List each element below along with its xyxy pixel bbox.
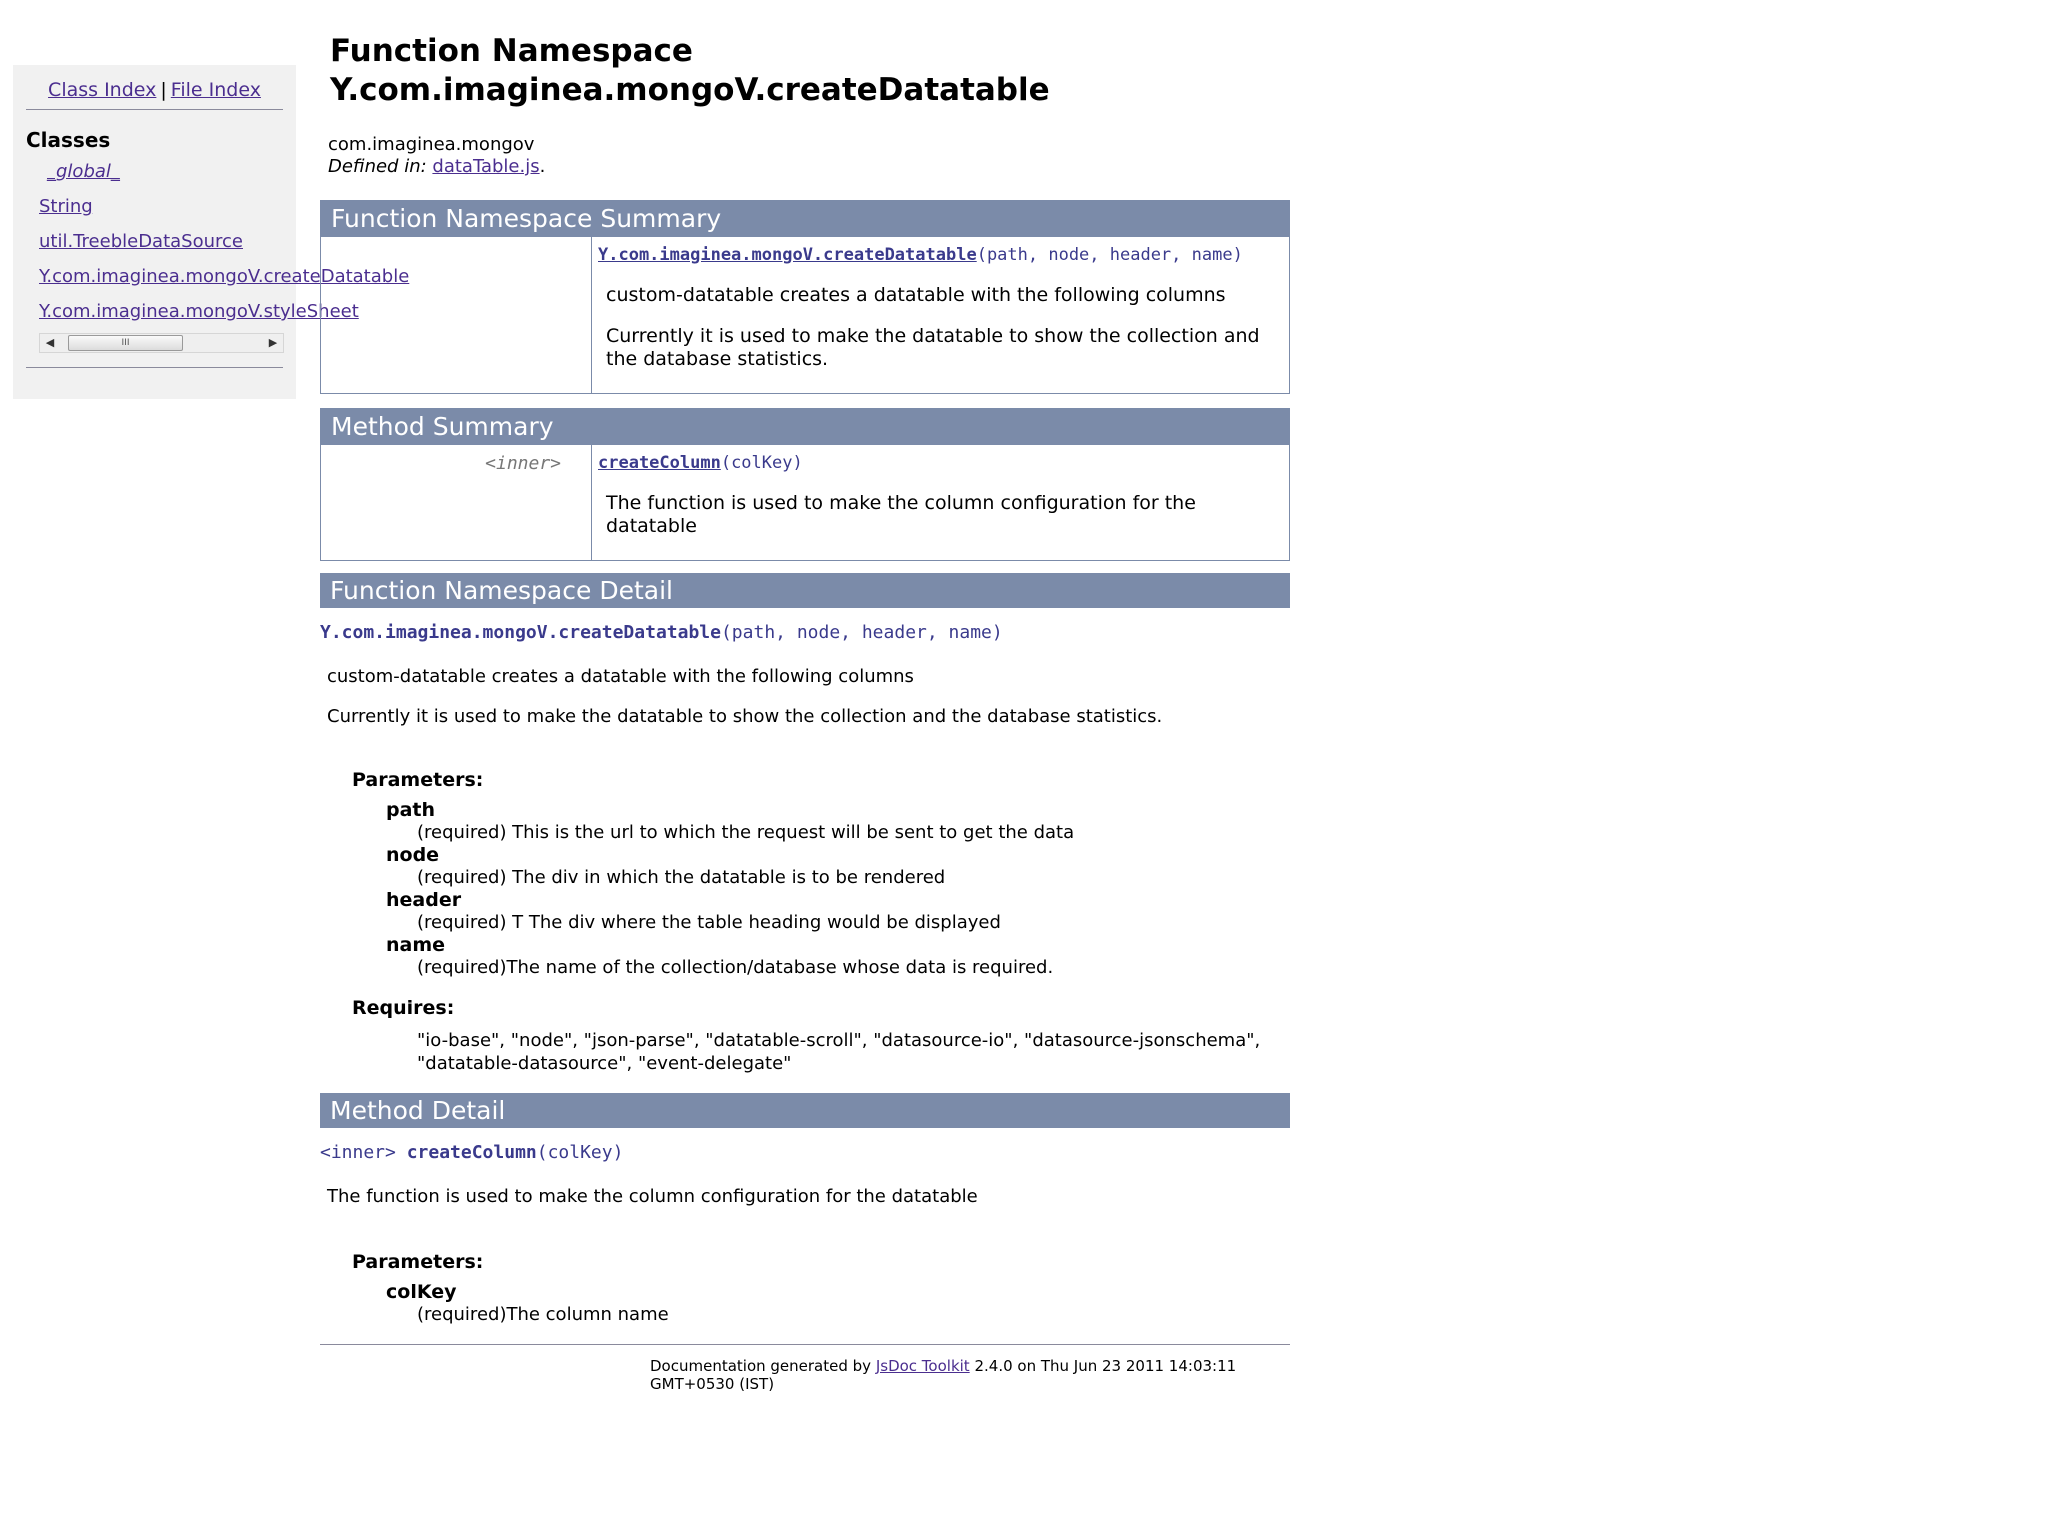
parameters-heading: Parameters: bbox=[352, 1251, 484, 1273]
defined-in-file-link[interactable]: dataTable.js bbox=[432, 156, 540, 177]
namespace-detail-signature bbox=[320, 622, 1290, 643]
function-namespace-summary-caption: Function Namespace Summary bbox=[320, 200, 1290, 236]
function-namespace-detail-title: Function Namespace Detail bbox=[320, 573, 1290, 608]
footer bbox=[320, 1357, 1310, 1393]
classes-heading: Classes bbox=[26, 128, 111, 152]
scroll-right-arrow-icon[interactable]: ▶ bbox=[268, 336, 278, 349]
class-link-createdatatable[interactable]: Y.com.imaginea.mongoV.createDatatable bbox=[39, 266, 410, 287]
sidebar-divider bbox=[26, 367, 283, 368]
method-summary-table bbox=[320, 408, 1290, 561]
method-detail-signature bbox=[320, 1142, 1290, 1163]
defined-in bbox=[328, 156, 1290, 178]
param-desc: (required) T The div where the table heading would be displayed bbox=[417, 912, 1001, 933]
method-summary-caption: Method Summary bbox=[320, 408, 1290, 444]
namespace-detail-desc-line: Currently it is used to make the datatable to show the collection and the database statistics. bbox=[327, 706, 1163, 727]
class-list-item bbox=[39, 300, 359, 323]
namespace-detail-description bbox=[327, 665, 1290, 729]
horizontal-scrollbar[interactable] bbox=[39, 333, 284, 353]
namespace-name: com.imaginea.mongov bbox=[328, 134, 535, 155]
footer-prefix: Documentation generated by bbox=[650, 1357, 872, 1375]
index-links bbox=[26, 79, 283, 110]
class-link-stylesheet[interactable]: Y.com.imaginea.mongoV.styleSheet bbox=[39, 301, 359, 322]
table-row bbox=[321, 445, 1290, 561]
page-title-name: Y.com.imaginea.mongoV.createDatatable bbox=[330, 72, 1050, 108]
namespace-signature bbox=[598, 244, 1281, 266]
namespace-parameters-block bbox=[352, 769, 1290, 1075]
class-list-item bbox=[39, 195, 284, 218]
param-name: path bbox=[386, 799, 436, 821]
namespace-detail-desc-line: custom-datatable creates a datatable with the following columns bbox=[327, 666, 914, 687]
param-name: colKey bbox=[386, 1281, 457, 1303]
method-name-link[interactable]: createColumn bbox=[598, 453, 721, 473]
namespace-summary-desc: Currently it is used to make the datatable to show the collection and the database statistics. bbox=[606, 325, 1260, 370]
function-namespace-summary-table bbox=[320, 200, 1290, 394]
class-link-global[interactable]: _global_ bbox=[47, 161, 120, 182]
method-signature-params: (colKey) bbox=[720, 453, 803, 473]
scrollbar-thumb[interactable]: III bbox=[68, 335, 183, 351]
main-content bbox=[320, 32, 1290, 1393]
page-title-kind: Function Namespace bbox=[330, 33, 693, 69]
class-link-treebledatasource[interactable]: util.TreebleDataSource bbox=[39, 231, 243, 252]
file-index-link[interactable]: File Index bbox=[170, 79, 261, 101]
requires-heading: Requires: bbox=[352, 997, 455, 1019]
defined-in-period: . bbox=[539, 156, 546, 177]
parameters-heading: Parameters: bbox=[352, 769, 484, 791]
param-desc: (required)The column name bbox=[417, 1304, 669, 1325]
class-index-link[interactable]: Class Index bbox=[48, 79, 157, 101]
index-separator: | bbox=[160, 79, 167, 101]
param-name: node bbox=[386, 844, 440, 866]
method-detail-description bbox=[327, 1185, 1290, 1209]
scroll-left-arrow-icon[interactable]: ◀ bbox=[45, 336, 55, 349]
namespace-detail-params: (path, node, header, name) bbox=[720, 622, 1003, 643]
method-detail-title: Method Detail bbox=[320, 1093, 1290, 1128]
method-detail-name: createColumn bbox=[406, 1142, 537, 1163]
namespace-signature-params: (path, node, header, name) bbox=[976, 245, 1243, 265]
page-title bbox=[330, 32, 1290, 110]
method-detail-params: (colKey) bbox=[536, 1142, 624, 1163]
footer-divider bbox=[320, 1344, 1290, 1345]
param-desc: (required) This is the url to which the request will be sent to get the data bbox=[417, 822, 1075, 843]
class-list-item bbox=[39, 265, 410, 288]
method-name-description-cell bbox=[592, 445, 1290, 561]
jsdoc-toolkit-link[interactable]: JsDoc Toolkit bbox=[875, 1357, 970, 1375]
table-row bbox=[321, 237, 1290, 394]
method-detail-attr: <inner> bbox=[320, 1142, 396, 1163]
method-summary-desc: The function is used to make the column configuration for the datatable bbox=[606, 492, 1196, 537]
param-name: header bbox=[386, 889, 462, 911]
namespace-detail-name: Y.com.imaginea.mongoV.createDatatable bbox=[320, 622, 721, 643]
method-signature bbox=[598, 452, 1281, 474]
method-detail-desc-line: The function is used to make the column configuration for the datatable bbox=[327, 1186, 978, 1207]
requires-list: "io-base", "node", "json-parse", "datatable-scroll", "datasource-io", "datasource-jsonschema", "datatable-datasource", "event-delegate" bbox=[417, 1030, 1261, 1074]
class-list-item bbox=[39, 160, 284, 183]
method-parameters-block bbox=[352, 1251, 1290, 1326]
method-attrs-cell: <inner> bbox=[321, 445, 592, 561]
namespace-name-link[interactable]: Y.com.imaginea.mongoV.createDatatable bbox=[598, 245, 977, 265]
summary-name-description-cell bbox=[592, 237, 1290, 394]
param-desc: (required) The div in which the datatable is to be rendered bbox=[417, 867, 946, 888]
param-desc: (required)The name of the collection/database whose data is required. bbox=[417, 957, 1054, 978]
class-link-string[interactable]: String bbox=[39, 196, 93, 217]
defined-in-label: Defined in: bbox=[328, 156, 427, 177]
namespace-summary-desc: custom-datatable creates a datatable with the following columns bbox=[606, 284, 1226, 306]
summary-attrs-cell bbox=[321, 237, 592, 394]
param-name: name bbox=[386, 934, 446, 956]
class-list-item bbox=[39, 230, 284, 253]
footer-suffix: 2.4.0 on Thu Jun 23 2011 14:03:11 GMT+0530 (IST) bbox=[650, 1357, 1237, 1393]
namespace-meta bbox=[328, 134, 1290, 178]
